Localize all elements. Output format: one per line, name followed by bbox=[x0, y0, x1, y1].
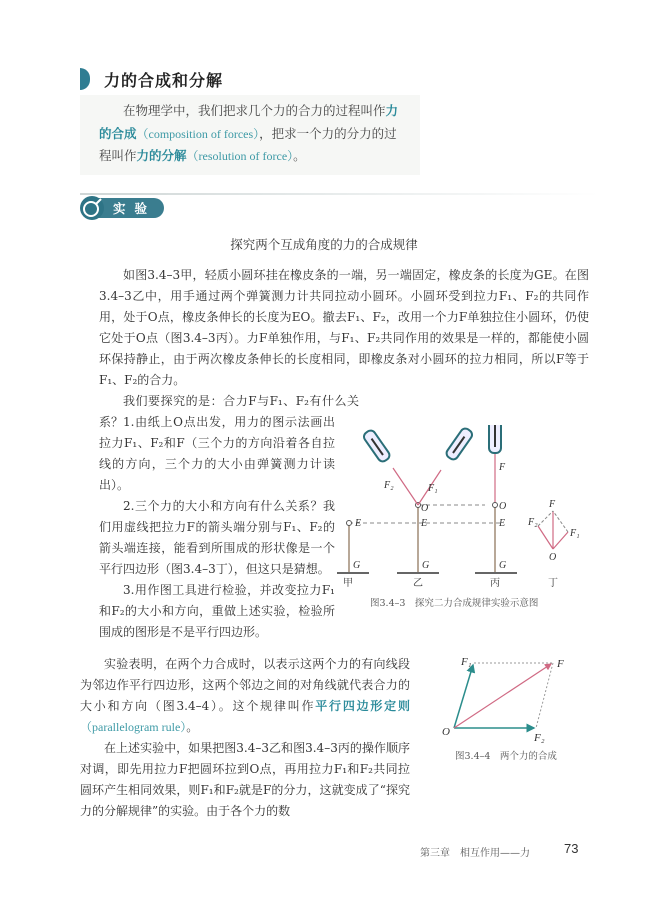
svg-text:E: E bbox=[421, 518, 428, 529]
experiment-paragraph-1: 如图3.4–3甲，轻质小圆环挂在橡皮条的一端，另一端固定，橡皮条的长度为GE。在图3.4–3乙中，用手通过两个弹簧测力计共同拉动小圆环。小圆环受到拉力F₁、F₂的共同作用，处于O点，橡皮条伸长的长度为EO。撤去F₁、F₂，改用一个力F单独拉住小圆环，仍使它处于O点（图3.4–3丙）。力F单独作用，与F₁、F₂共同作用的效果是一样的，都能使小圆环保持静止，由于两次橡皮条伸长的长度相同，即橡皮条对小圆环的拉力相同，所以F等于F₁、F₂的合力。 bbox=[99, 268, 589, 387]
experiment-badge bbox=[80, 196, 168, 220]
divider bbox=[80, 193, 600, 195]
svg-text:F₁: F₁ bbox=[428, 483, 438, 494]
step-2: 2.三个力的大小和方向有什么关系？我们用虚线把拉力F的箭头端分别与F₁、F₂的箭头端连接，能看到所围成的形状像是一个平行四边形（图3.4–3丁），但这只是猜想。 bbox=[99, 499, 335, 576]
definition-part: 在物理学中，我们把求几个力的合力的过程叫作 bbox=[123, 103, 386, 118]
svg-text:F₂: F₂ bbox=[534, 732, 545, 744]
definition-part: ，把求一个力的分力的过程叫作 bbox=[99, 125, 397, 163]
figure-3-4-3-caption: 图3.4–3 探究二力合成规律实验示意图 bbox=[370, 598, 539, 609]
svg-text:O: O bbox=[499, 501, 507, 512]
svg-text:F₁: F₁ bbox=[570, 528, 580, 539]
svg-text:丙: 丙 bbox=[490, 578, 500, 589]
chapter-footer: 第三章 相互作用——力 bbox=[420, 848, 530, 859]
term-parallelogram-en: （parallelogram rule） bbox=[80, 720, 187, 734]
svg-text:F₁: F₁ bbox=[461, 656, 472, 668]
term-composition-en: （composition of forces） bbox=[136, 126, 260, 141]
svg-text:甲: 甲 bbox=[343, 578, 353, 589]
svg-text:丁: 丁 bbox=[548, 578, 558, 589]
term-resolution-en: （resolution of force） bbox=[186, 149, 294, 163]
decomposition-paragraph: 在上述实验中，如果把图3.4–3乙和图3.4–3丙的操作顺序对调，即先用拉力F把圆环拉到O点，再用拉力F₁和F₂共同拉圆环产生相同效果，则F₁和F₂就是F的分力，这就变成了“探究力的分解规律”的实验。由于各个力的数 bbox=[80, 741, 410, 818]
svg-text:E: E bbox=[499, 518, 506, 529]
page-number: 73 bbox=[564, 841, 579, 856]
conclusion-text: 实验表明，在两个力合成时，以表示这两个力的有向线段为邻边作平行四边形，这两个邻边之间的对角线就代表合力的大小和方向（图3.4–4）。这个规律叫作 bbox=[80, 657, 410, 713]
experiment-title: 探究两个互成角度的力的合成规律 bbox=[230, 237, 418, 252]
section-marker-icon bbox=[80, 68, 90, 90]
step-3: 3.用作图工具进行检验，并改变拉力F₁和F₂的大小和方向，重做上述实验，检验所围成的图形是不是平行四边形。 bbox=[99, 583, 335, 639]
experiment-question: 我们要探究的是：合力F与F₁、F₂有什么关系？ bbox=[99, 394, 359, 429]
svg-text:F: F bbox=[549, 499, 556, 510]
svg-text:乙: 乙 bbox=[413, 578, 423, 589]
step-1: 1.由纸上O点出发，用力的图示法画出拉力F₁、F₂和F（三个力的方向沿着各自拉线的方向，三个力的大小由弹簧测力计读出）。 bbox=[99, 415, 335, 492]
term-resolution: 力的分解 bbox=[136, 148, 187, 163]
magnifier-icon bbox=[80, 196, 104, 220]
figure-3-4-4-caption: 图3.4–4 两个力的合成 bbox=[455, 751, 557, 762]
section-header bbox=[80, 68, 223, 90]
figure-3-4-4 bbox=[440, 655, 590, 745]
svg-text:G: G bbox=[353, 560, 361, 571]
figure-3-4-3 bbox=[335, 425, 595, 610]
svg-text:O: O bbox=[442, 726, 450, 738]
svg-text:F₂: F₂ bbox=[384, 480, 394, 491]
term-parallelogram: 平行四边形定则 bbox=[315, 699, 410, 713]
conclusion-end: 。 bbox=[186, 720, 199, 734]
definition-text bbox=[99, 100, 399, 168]
conclusion-paragraph bbox=[80, 654, 410, 738]
svg-text:E: E bbox=[355, 518, 362, 529]
badge-label: 实验 bbox=[113, 201, 157, 216]
svg-text:O: O bbox=[549, 552, 557, 563]
svg-text:F: F bbox=[499, 462, 506, 473]
svg-text:F₂: F₂ bbox=[528, 517, 538, 528]
svg-text:F: F bbox=[557, 658, 564, 670]
svg-text:G: G bbox=[499, 560, 507, 571]
term-composition: 力的合成 bbox=[99, 103, 399, 141]
svg-text:G: G bbox=[422, 560, 430, 571]
definition-part: 。 bbox=[293, 148, 306, 163]
section-title: 力的合成和分解 bbox=[104, 70, 224, 90]
svg-text:O: O bbox=[421, 503, 429, 514]
